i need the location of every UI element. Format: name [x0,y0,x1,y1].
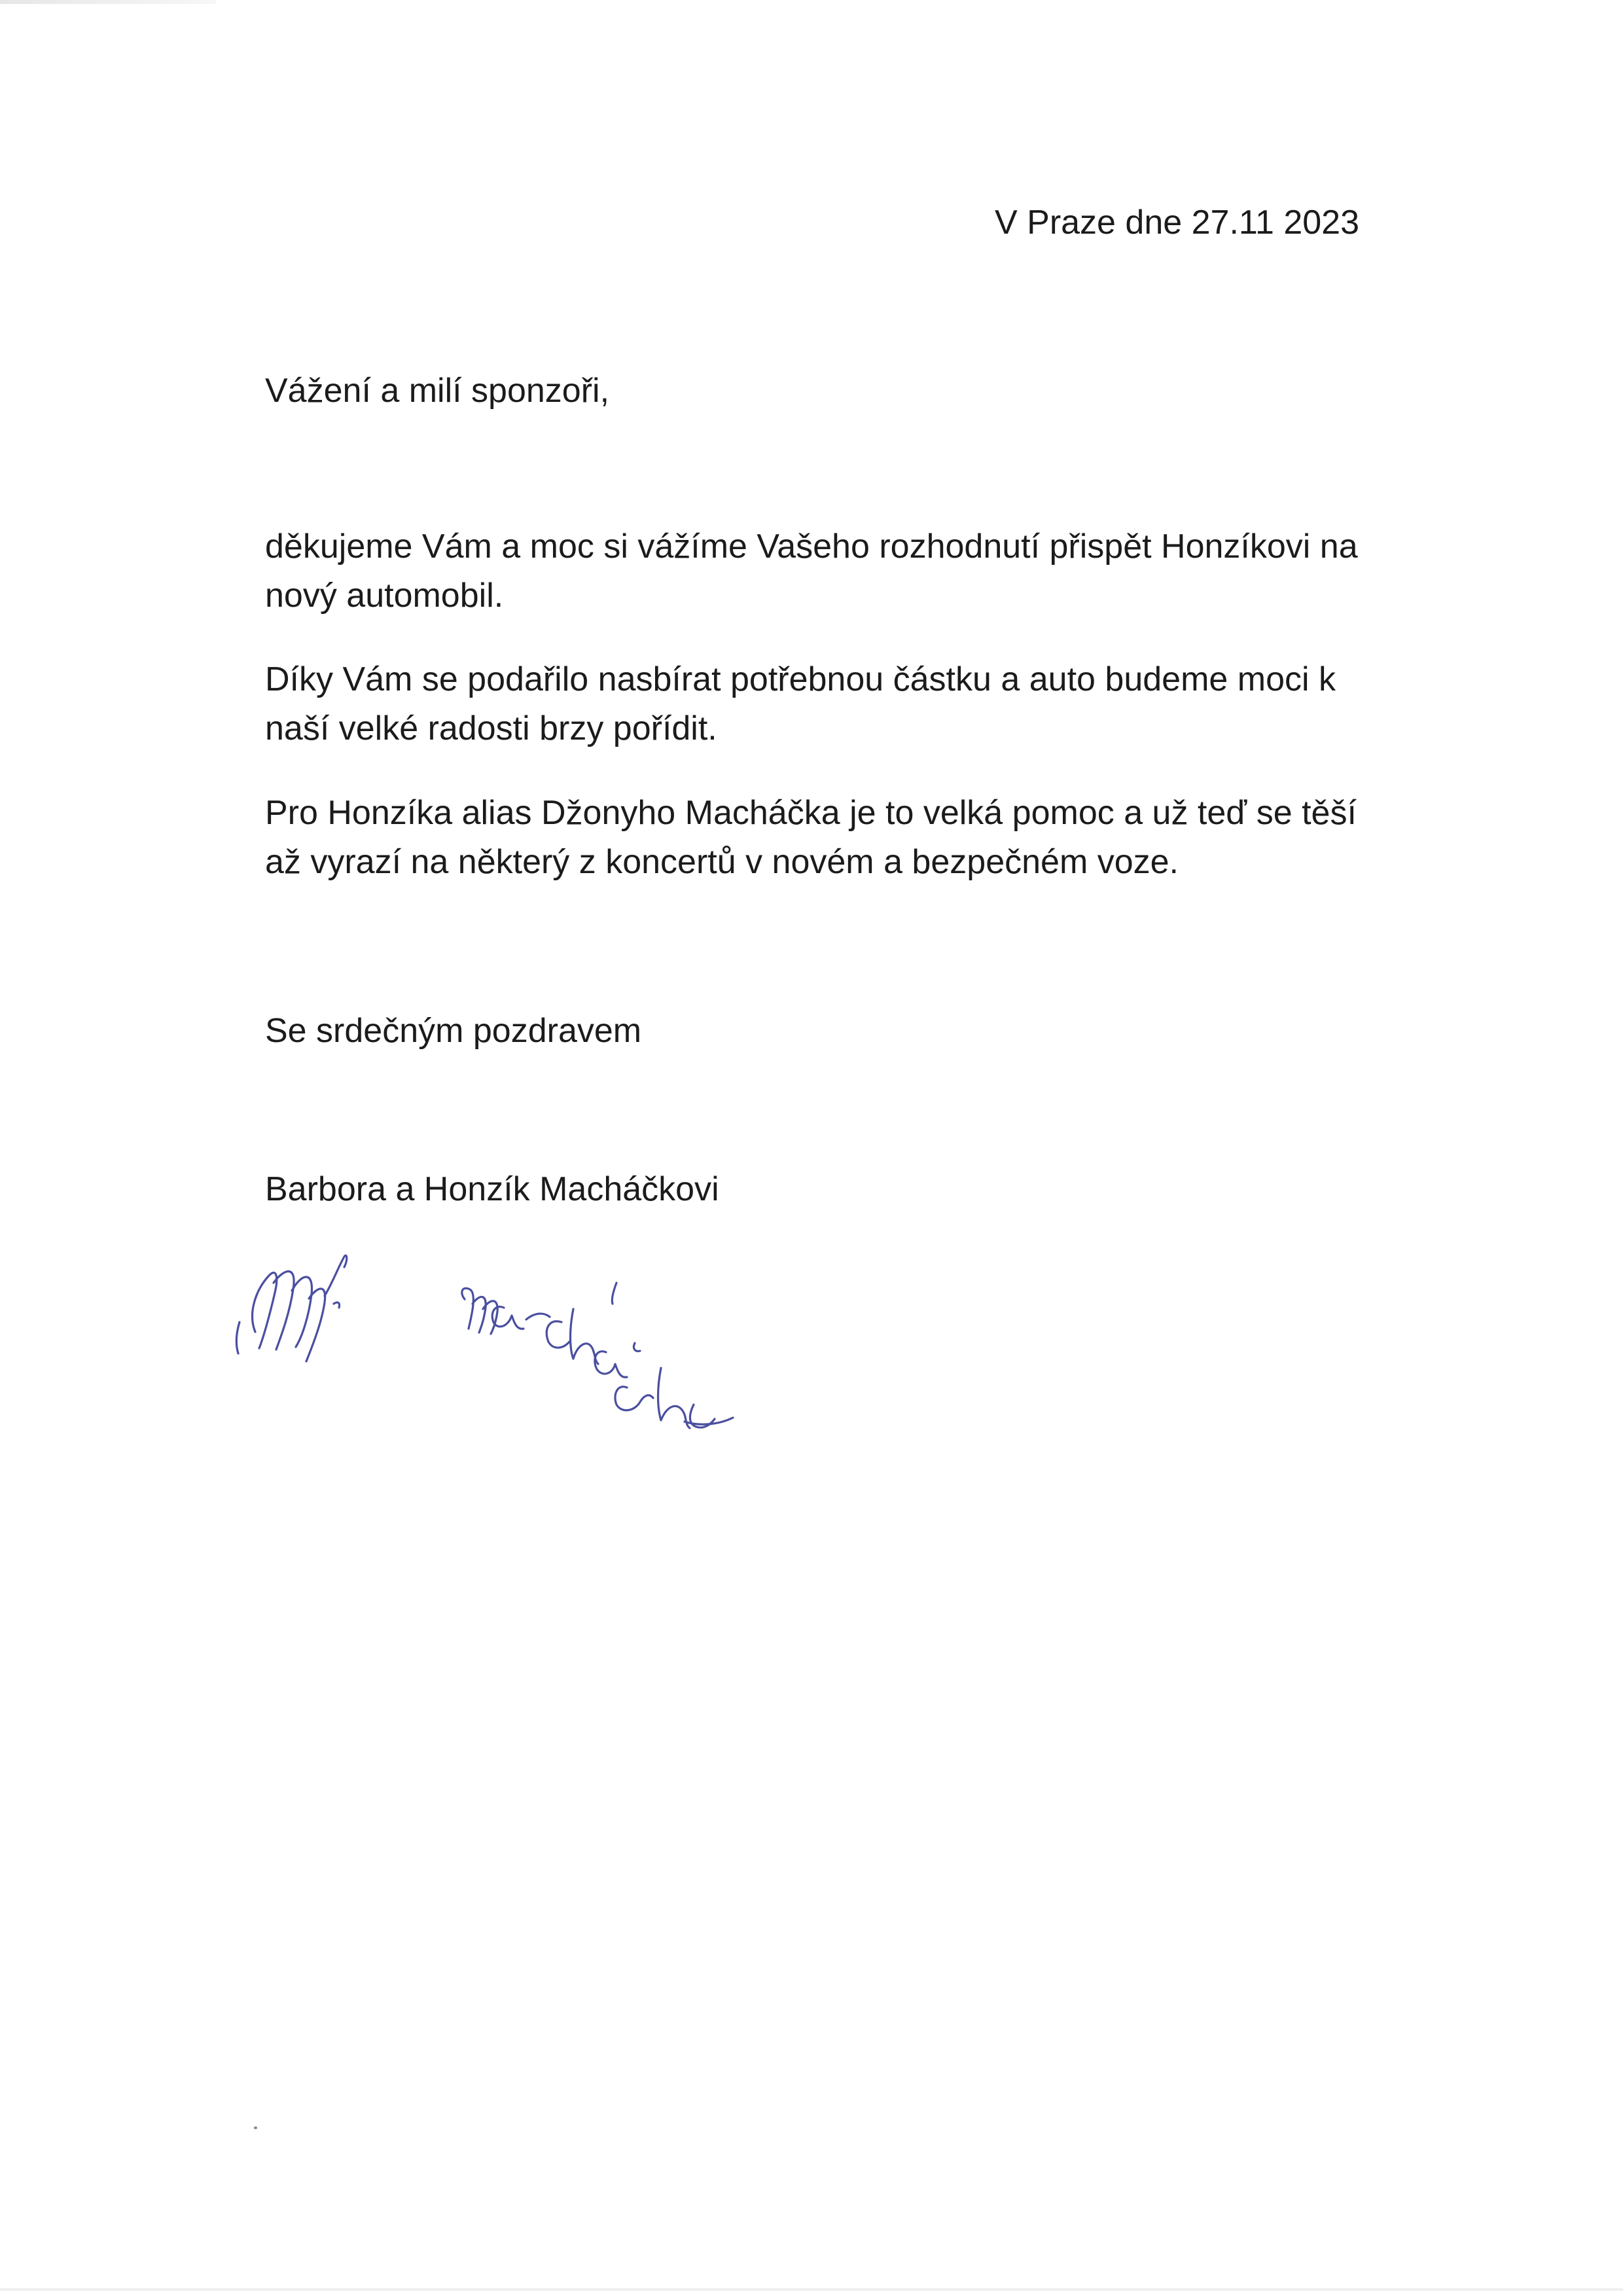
signature-honzik [462,1283,733,1428]
letter-closing: Se srdečným pozdravem [265,1012,642,1050]
paragraph-thanks-line-2: nový automobil. [265,577,504,615]
paragraph-collection [265,655,1336,753]
paragraph-thanks-line-1: děkujeme Vám a moc si vážíme Vašeho rozhodnutí přispět Honzíkovi na [265,528,1358,565]
letter-date: V Praze dne 27.11 2023 [995,204,1360,242]
letter-signatory: Barbora a Honzík Macháčkovi [265,1170,719,1208]
paragraph-collection-line-2: naší velké radosti brzy pořídit. [265,709,717,747]
letter-salutation: Vážení a milí sponzoři, [265,372,610,410]
paragraph-help-line-1: Pro Honzíka alias Džonyho Macháčka je to velká pomoc a už teď se těší [265,794,1357,832]
paragraph-thanks [265,522,1358,620]
scan-speck [254,2126,257,2129]
scan-edge-bottom [0,2288,1623,2291]
signature-barbora [236,1255,347,1361]
paragraph-collection-line-1: Díky Vám se podařilo nasbírat potřebnou částku a auto budeme moci k [265,660,1336,698]
scan-edge-top [0,0,216,4]
paragraph-help [265,789,1357,887]
handwritten-signatures [216,1230,838,1545]
paragraph-help-line-2: až vyrazí na některý z koncertů v novém a bezpečném voze. [265,843,1179,881]
